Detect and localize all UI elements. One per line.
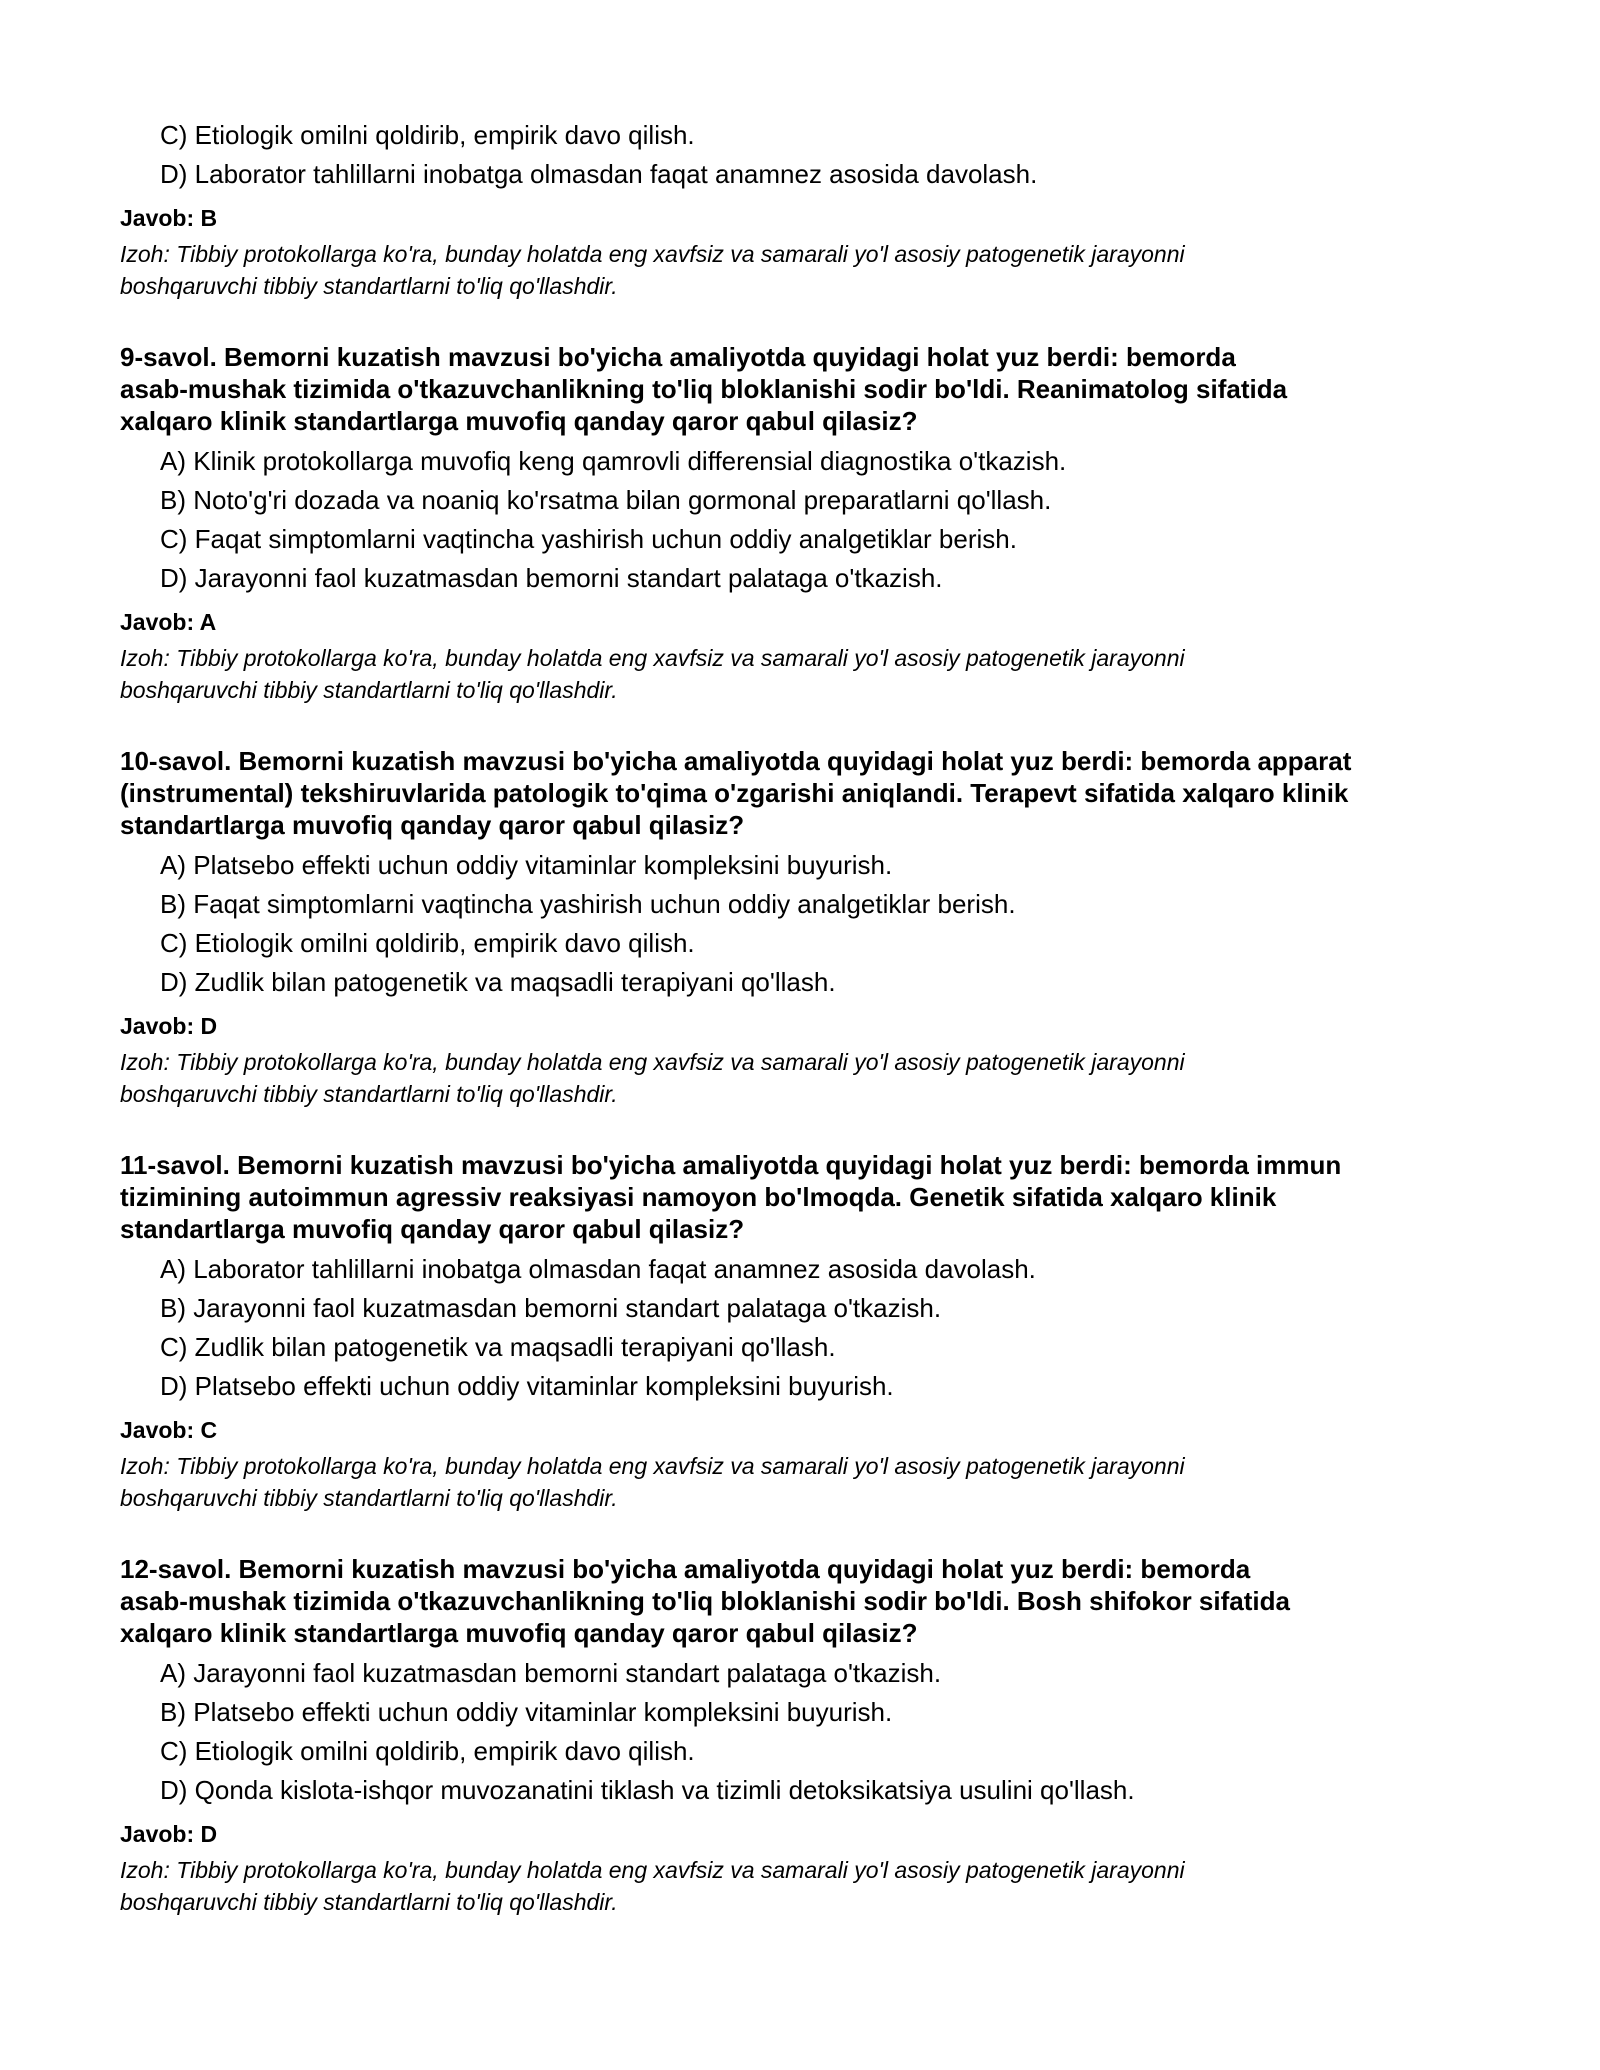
question-line: asab-mushak tizimida o'tkazuvchanlikning to'liq bloklanishi sodir bo'ldi. Bosh shifokor sifatida bbox=[120, 1586, 1290, 1616]
option-d: D) Qonda kislota-ishqor muvozanatini tiklash va tizimli detoksikatsiya usulini qo'llash. bbox=[160, 1775, 1135, 1805]
explanation-note bbox=[120, 642, 1500, 706]
option-a: A) Klinik protokollarga muvofiq keng qamrovli differensial diagnostika o'tkazish. bbox=[160, 446, 1067, 476]
note-line: Izoh: Tibbiy protokollarga ko'ra, bunday holatda eng xavfsiz va samarali yo'l asosiy patogenetik jarayonni bbox=[120, 1453, 1185, 1479]
option-a: A) Jarayonni faol kuzatmasdan bemorni standart palataga o'tkazish. bbox=[160, 1658, 942, 1688]
option-d: D) Jarayonni faol kuzatmasdan bemorni standart palataga o'tkazish. bbox=[160, 563, 943, 593]
explanation-note bbox=[120, 238, 1500, 302]
answer-label: Javob: D bbox=[120, 1013, 218, 1039]
question-line: asab-mushak tizimida o'tkazuvchanlikning to'liq bloklanishi sodir bo'ldi. Reanimatolog sifatida bbox=[120, 374, 1288, 404]
options-list bbox=[160, 1254, 1500, 1401]
question-line: 12-savol. Bemorni kuzatish mavzusi bo'yicha amaliyotda quyidagi holat yuz berdi: bemorda bbox=[120, 1554, 1251, 1584]
explanation-note bbox=[120, 1854, 1500, 1918]
option-b: B) Noto'g'ri dozada va noaniq ko'rsatma bilan gormonal preparatlarni qo'llash. bbox=[160, 485, 1052, 515]
question-10 bbox=[120, 745, 1500, 1110]
question-line: 11-savol. Bemorni kuzatish mavzusi bo'yicha amaliyotda quyidagi holat yuz berdi: bemorda immun bbox=[120, 1150, 1342, 1180]
question-line: 10-savol. Bemorni kuzatish mavzusi bo'yicha amaliyotda quyidagi holat yuz berdi: bemorda apparat bbox=[120, 746, 1352, 776]
option-b: B) Faqat simptomlarni vaqtincha yashirish uchun oddiy analgetiklar berish. bbox=[160, 889, 1016, 919]
note-line: boshqaruvchi tibbiy standartlarni to'liq qo'llashdir. bbox=[120, 273, 618, 299]
question-line: standartlarga muvofiq qanday qaror qabul qilasiz? bbox=[120, 810, 745, 840]
answer-label: Javob: A bbox=[120, 609, 217, 635]
question-line: tizimining autoimmun agressiv reaksiyasi namoyon bo'lmoqda. Genetik sifatida xalqaro klinik bbox=[120, 1182, 1277, 1212]
options-list bbox=[160, 1658, 1500, 1805]
question-line: xalqaro klinik standartlarga muvofiq qanday qaror qabul qilasiz? bbox=[120, 406, 918, 436]
option-d: D) Platsebo effekti uchun oddiy vitaminlar kompleksini buyurish. bbox=[160, 1371, 894, 1401]
options-list bbox=[160, 446, 1500, 593]
option-b: B) Platsebo effekti uchun oddiy vitaminlar kompleksini buyurish. bbox=[160, 1697, 893, 1727]
note-line: boshqaruvchi tibbiy standartlarni to'liq qo'llashdir. bbox=[120, 1081, 618, 1107]
explanation-note bbox=[120, 1450, 1500, 1514]
option-c: C) Zudlik bilan patogenetik va maqsadli terapiyani qo'llash. bbox=[160, 1332, 836, 1362]
question-11 bbox=[120, 1149, 1500, 1514]
note-line: Izoh: Tibbiy protokollarga ko'ra, bunday holatda eng xavfsiz va samarali yo'l asosiy patogenetik jarayonni bbox=[120, 645, 1185, 671]
note-line: boshqaruvchi tibbiy standartlarni to'liq qo'llashdir. bbox=[120, 1889, 618, 1915]
question-text bbox=[120, 1149, 1500, 1245]
question-line: standartlarga muvofiq qanday qaror qabul qilasiz? bbox=[120, 1214, 745, 1244]
note-line: boshqaruvchi tibbiy standartlarni to'liq qo'llashdir. bbox=[120, 677, 618, 703]
options-list bbox=[160, 120, 1500, 189]
option-c: C) Etiologik omilni qoldirib, empirik davo qilish. bbox=[160, 1736, 695, 1766]
note-line: Izoh: Tibbiy protokollarga ko'ra, bunday holatda eng xavfsiz va samarali yo'l asosiy patogenetik jarayonni bbox=[120, 241, 1185, 267]
options-list bbox=[160, 850, 1500, 997]
question-text bbox=[120, 1553, 1500, 1649]
option-b: B) Jarayonni faol kuzatmasdan bemorni standart palataga o'tkazish. bbox=[160, 1293, 942, 1323]
option-d: D) Laborator tahlillarni inobatga olmasdan faqat anamnez asosida davolash. bbox=[160, 159, 1038, 189]
option-c: C) Etiologik omilni qoldirib, empirik davo qilish. bbox=[160, 120, 695, 150]
question-text bbox=[120, 341, 1500, 437]
answer-label: Javob: C bbox=[120, 1417, 218, 1443]
question-line: (instrumental) tekshiruvlarida patologik to'qima o'zgarishi aniqlandi. Terapevt sifatida xalqaro klinik bbox=[120, 778, 1349, 808]
option-a: A) Platsebo effekti uchun oddiy vitaminlar kompleksini buyurish. bbox=[160, 850, 893, 880]
option-c: C) Etiologik omilni qoldirib, empirik davo qilish. bbox=[160, 928, 695, 958]
answer-label: Javob: D bbox=[120, 1821, 218, 1847]
answer-label: Javob: B bbox=[120, 205, 218, 231]
note-line: boshqaruvchi tibbiy standartlarni to'liq qo'llashdir. bbox=[120, 1485, 618, 1511]
question-line: 9-savol. Bemorni kuzatish mavzusi bo'yicha amaliyotda quyidagi holat yuz berdi: bemorda bbox=[120, 342, 1236, 372]
document-page bbox=[120, 120, 1500, 1918]
question-12 bbox=[120, 1553, 1500, 1918]
explanation-note bbox=[120, 1046, 1500, 1110]
question-9 bbox=[120, 341, 1500, 706]
option-a: A) Laborator tahlillarni inobatga olmasdan faqat anamnez asosida davolash. bbox=[160, 1254, 1036, 1284]
question-text bbox=[120, 745, 1500, 841]
question-line: xalqaro klinik standartlarga muvofiq qanday qaror qabul qilasiz? bbox=[120, 1618, 918, 1648]
option-d: D) Zudlik bilan patogenetik va maqsadli terapiyani qo'llash. bbox=[160, 967, 836, 997]
question-8-continuation bbox=[120, 120, 1500, 302]
option-c: C) Faqat simptomlarni vaqtincha yashirish uchun oddiy analgetiklar berish. bbox=[160, 524, 1017, 554]
note-line: Izoh: Tibbiy protokollarga ko'ra, bunday holatda eng xavfsiz va samarali yo'l asosiy patogenetik jarayonni bbox=[120, 1857, 1185, 1883]
note-line: Izoh: Tibbiy protokollarga ko'ra, bunday holatda eng xavfsiz va samarali yo'l asosiy patogenetik jarayonni bbox=[120, 1049, 1185, 1075]
